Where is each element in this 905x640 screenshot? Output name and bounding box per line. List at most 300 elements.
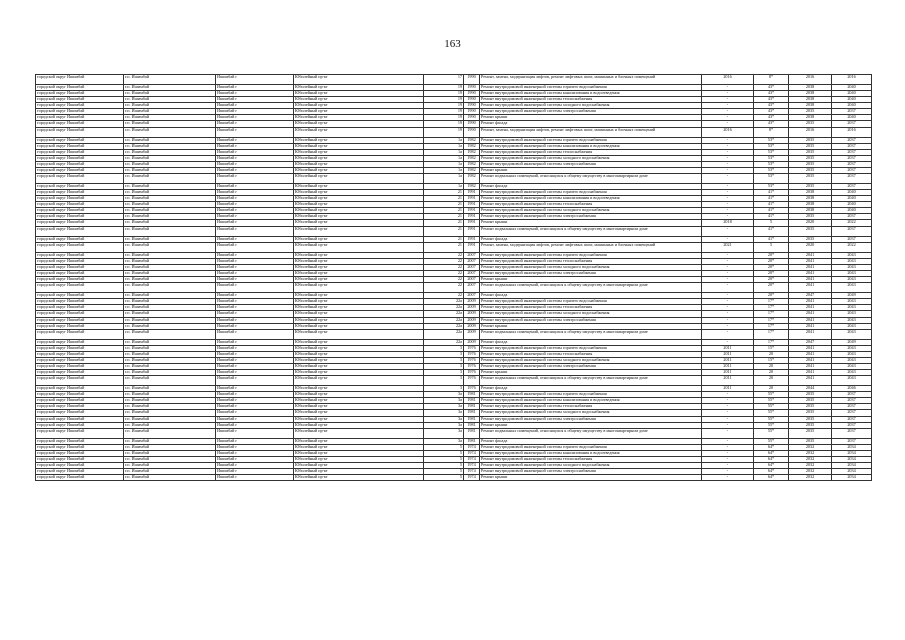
locality-cell: Ишимбай г	[216, 265, 294, 271]
last-repair-year-cell: -	[702, 410, 754, 416]
wear-cell: 5	[754, 220, 789, 226]
build-year-cell: 1990	[464, 91, 480, 97]
settlement-cell: г.п. Ишимбай	[124, 410, 216, 416]
plan-start-cell: 2041	[789, 370, 832, 376]
house-number-cell: 21	[424, 242, 464, 252]
house-number-cell: 22	[424, 252, 464, 258]
last-repair-year-cell: -	[702, 184, 754, 190]
plan-start-cell: 2041	[789, 345, 832, 351]
last-repair-year-cell: -	[702, 428, 754, 438]
wear-cell: 17*	[754, 317, 789, 323]
build-year-cell: 1974	[464, 450, 480, 456]
plan-end-cell: 2040	[832, 103, 872, 109]
wear-cell: 17*	[754, 305, 789, 311]
plan-end-cell: 2037	[832, 404, 872, 410]
work-type-cell: Ремонт внутридомовой инженерной системы канализования и водоотведения	[480, 196, 702, 202]
wear-cell: 55*	[754, 428, 789, 438]
house-number-cell: 22а	[424, 305, 464, 311]
build-year-cell: 1991	[464, 226, 480, 236]
municipality-cell: городской округ Ишимбай	[36, 103, 124, 109]
plan-start-cell: 2035	[789, 416, 832, 422]
locality-cell: Ишимбай г	[216, 293, 294, 299]
plan-end-cell: 2037	[832, 428, 872, 438]
work-type-cell: Ремонт крыши	[480, 115, 702, 121]
plan-end-cell: 2049	[832, 339, 872, 345]
work-type-cell: Ремонт внутридомовой инженерной системы теплоснабжения	[480, 456, 702, 462]
settlement-cell: г.п. Ишимбай	[124, 226, 216, 236]
wear-cell: 64*	[754, 450, 789, 456]
street-cell: Юбилейный пр-кт	[294, 345, 424, 351]
plan-start-cell: 2020	[789, 220, 832, 226]
street-cell: Юбилейный пр-кт	[294, 283, 424, 293]
build-year-cell: 2009	[464, 305, 480, 311]
wear-cell: 53*	[754, 161, 789, 167]
locality-cell: Ишимбай г	[216, 155, 294, 161]
municipality-cell: городской округ Ишимбай	[36, 438, 124, 444]
locality-cell: Ишимбай г	[216, 236, 294, 242]
locality-cell: Ишимбай г	[216, 173, 294, 183]
last-repair-year-cell: -	[702, 299, 754, 305]
wear-cell: 53*	[754, 143, 789, 149]
wear-cell: 53*	[754, 173, 789, 183]
house-number-cell: 21	[424, 220, 464, 226]
house-number-cell: 3а	[424, 422, 464, 428]
house-number-cell: 22	[424, 283, 464, 293]
wear-cell: 20	[754, 376, 789, 386]
build-year-cell: 1990	[464, 121, 480, 127]
house-number-cell: 5	[424, 456, 464, 462]
settlement-cell: г.п. Ишимбай	[124, 149, 216, 155]
locality-cell: Ишимбай г	[216, 283, 294, 293]
plan-start-cell: 2035	[789, 438, 832, 444]
house-number-cell: 3	[424, 386, 464, 392]
house-number-cell: 21	[424, 208, 464, 214]
house-number-cell: 3	[424, 370, 464, 376]
plan-end-cell: 2037	[832, 392, 872, 398]
locality-cell: Ишимбай г	[216, 376, 294, 386]
wear-cell: 55*	[754, 422, 789, 428]
house-number-cell: 22а	[424, 299, 464, 305]
last-repair-year-cell: -	[702, 469, 754, 475]
plan-end-cell: 2040	[832, 91, 872, 97]
work-type-cell: Ремонт внутридомовой инженерной системы холодного водоснабжения	[480, 357, 702, 363]
municipality-cell: городской округ Ишимбай	[36, 137, 124, 143]
plan-start-cell: 2032	[789, 462, 832, 468]
settlement-cell: г.п. Ишимбай	[124, 277, 216, 283]
street-cell: Юбилейный пр-кт	[294, 109, 424, 115]
work-type-cell: Ремонт внутридомовой инженерной системы горячего водоснабжения	[480, 190, 702, 196]
municipality-cell: городской округ Ишимбай	[36, 155, 124, 161]
locality-cell: Ишимбай г	[216, 392, 294, 398]
locality-cell: Ишимбай г	[216, 75, 294, 85]
locality-cell: Ишимбай г	[216, 220, 294, 226]
last-repair-year-cell: -	[702, 271, 754, 277]
wear-cell: 17*	[754, 323, 789, 329]
house-number-cell: 3а	[424, 416, 464, 422]
plan-start-cell: 2035	[789, 161, 832, 167]
settlement-cell: г.п. Ишимбай	[124, 190, 216, 196]
wear-cell: 20*	[754, 265, 789, 271]
plan-end-cell: 2034	[832, 462, 872, 468]
wear-cell: 43*	[754, 109, 789, 115]
last-repair-year-cell: 2011	[702, 357, 754, 363]
plan-start-cell: 2020	[789, 242, 832, 252]
last-repair-year-cell: -	[702, 339, 754, 345]
build-year-cell: 2009	[464, 299, 480, 305]
build-year-cell: 1981	[464, 392, 480, 398]
settlement-cell: г.п. Ишимбай	[124, 115, 216, 121]
last-repair-year-cell: 2021	[702, 242, 754, 252]
settlement-cell: г.п. Ишимбай	[124, 258, 216, 264]
plan-start-cell: 2041	[789, 329, 832, 339]
build-year-cell: 1981	[464, 410, 480, 416]
house-number-cell: 21	[424, 190, 464, 196]
last-repair-year-cell: 2011	[702, 376, 754, 386]
wear-cell: 53*	[754, 167, 789, 173]
locality-cell: Ишимбай г	[216, 277, 294, 283]
wear-cell: 55*	[754, 392, 789, 398]
plan-start-cell: 2035	[789, 236, 832, 242]
locality-cell: Ишимбай г	[216, 357, 294, 363]
work-type-cell: Ремонт крыши	[480, 422, 702, 428]
work-type-cell: Ремонт внутридомовой инженерной системы горячего водоснабжения	[480, 444, 702, 450]
locality-cell: Ишимбай г	[216, 386, 294, 392]
work-type-cell: Ремонт внутридомовой инженерной системы канализования и водоотведения	[480, 143, 702, 149]
plan-end-cell: 2037	[832, 173, 872, 183]
house-number-cell: 3	[424, 357, 464, 363]
municipality-cell: городской округ Ишимбай	[36, 323, 124, 329]
street-cell: Юбилейный пр-кт	[294, 190, 424, 196]
plan-end-cell: 2037	[832, 167, 872, 173]
settlement-cell: г.п. Ишимбай	[124, 293, 216, 299]
last-repair-year-cell: -	[702, 392, 754, 398]
municipality-cell: городской округ Ишимбай	[36, 196, 124, 202]
work-type-cell: Ремонт внутридомовой инженерной системы горячего водоснабжения	[480, 345, 702, 351]
plan-start-cell: 2041	[789, 252, 832, 258]
plan-start-cell: 2035	[789, 167, 832, 173]
plan-start-cell: 2041	[789, 351, 832, 357]
plan-start-cell: 2035	[789, 173, 832, 183]
wear-cell: 8*	[754, 75, 789, 85]
plan-end-cell: 2037	[832, 214, 872, 220]
municipality-cell: городской округ Ишимбай	[36, 109, 124, 115]
settlement-cell: г.п. Ишимбай	[124, 271, 216, 277]
build-year-cell: 1974	[464, 475, 480, 481]
last-repair-year-cell: -	[702, 190, 754, 196]
build-year-cell: 1976	[464, 357, 480, 363]
plan-start-cell: 2016	[789, 75, 832, 85]
table-row	[36, 475, 872, 481]
build-year-cell: 1981	[464, 398, 480, 404]
plan-start-cell: 2035	[789, 184, 832, 190]
wear-cell: 43*	[754, 97, 789, 103]
work-type-cell: Ремонт внутридомовой инженерной системы канализования и водоотведения	[480, 398, 702, 404]
plan-end-cell: 2043	[832, 370, 872, 376]
house-number-cell: 3а	[424, 404, 464, 410]
settlement-cell: г.п. Ишимбай	[124, 283, 216, 293]
plan-start-cell: 2035	[789, 226, 832, 236]
street-cell: Юбилейный пр-кт	[294, 422, 424, 428]
house-number-cell: 5	[424, 469, 464, 475]
locality-cell: Ишимбай г	[216, 115, 294, 121]
table-body	[36, 75, 872, 481]
plan-start-cell: 2038	[789, 202, 832, 208]
locality-cell: Ишимбай г	[216, 167, 294, 173]
work-type-cell: Ремонт, замена, модернизация лифтов, ремонт лифтовых шахт, машинных и блочных помещений	[480, 242, 702, 252]
street-cell: Юбилейный пр-кт	[294, 167, 424, 173]
locality-cell: Ишимбай г	[216, 242, 294, 252]
last-repair-year-cell: 2016	[702, 127, 754, 137]
municipality-cell: городской округ Ишимбай	[36, 351, 124, 357]
locality-cell: Ишимбай г	[216, 271, 294, 277]
street-cell: Юбилейный пр-кт	[294, 242, 424, 252]
last-repair-year-cell: -	[702, 422, 754, 428]
municipality-cell: городской округ Ишимбай	[36, 462, 124, 468]
build-year-cell: 1974	[464, 469, 480, 475]
plan-start-cell: 2047	[789, 293, 832, 299]
wear-cell: 55*	[754, 416, 789, 422]
street-cell: Юбилейный пр-кт	[294, 258, 424, 264]
settlement-cell: г.п. Ишимбай	[124, 202, 216, 208]
work-type-cell: Ремонт подвальных помещений, относящихся к общему имуществу в многоквартирном доме	[480, 226, 702, 236]
plan-end-cell: 2043	[832, 357, 872, 363]
build-year-cell: 2009	[464, 317, 480, 323]
street-cell: Юбилейный пр-кт	[294, 450, 424, 456]
street-cell: Юбилейный пр-кт	[294, 85, 424, 91]
municipality-cell: городской округ Ишимбай	[36, 299, 124, 305]
last-repair-year-cell: -	[702, 214, 754, 220]
locality-cell: Ишимбай г	[216, 345, 294, 351]
build-year-cell: 1976	[464, 386, 480, 392]
wear-cell: 43*	[754, 85, 789, 91]
street-cell: Юбилейный пр-кт	[294, 75, 424, 85]
street-cell: Юбилейный пр-кт	[294, 115, 424, 121]
locality-cell: Ишимбай г	[216, 456, 294, 462]
house-number-cell: 3а	[424, 392, 464, 398]
street-cell: Юбилейный пр-кт	[294, 305, 424, 311]
wear-cell: 41*	[754, 202, 789, 208]
build-year-cell: 1976	[464, 351, 480, 357]
street-cell: Юбилейный пр-кт	[294, 386, 424, 392]
plan-start-cell: 2035	[789, 137, 832, 143]
work-type-cell: Ремонт внутридомовой инженерной системы холодного водоснабжения	[480, 155, 702, 161]
locality-cell: Ишимбай г	[216, 475, 294, 481]
plan-start-cell: 2041	[789, 299, 832, 305]
wear-cell: 43*	[754, 91, 789, 97]
last-repair-year-cell: -	[702, 103, 754, 109]
plan-end-cell: 2037	[832, 236, 872, 242]
plan-end-cell: 2049	[832, 293, 872, 299]
house-number-cell: 21	[424, 226, 464, 236]
wear-cell: 55*	[754, 438, 789, 444]
work-type-cell: Ремонт подвальных помещений, относящихся к общему имуществу в многоквартирном доме	[480, 283, 702, 293]
work-type-cell: Ремонт внутридомовой инженерной системы теплоснабжения	[480, 149, 702, 155]
house-number-cell: 3а	[424, 438, 464, 444]
work-type-cell: Ремонт внутридомовой инженерной системы холодного водоснабжения	[480, 103, 702, 109]
work-type-cell: Ремонт крыши	[480, 323, 702, 329]
municipality-cell: городской округ Ишимбай	[36, 339, 124, 345]
locality-cell: Ишимбай г	[216, 214, 294, 220]
wear-cell: 41*	[754, 190, 789, 196]
plan-start-cell: 2035	[789, 404, 832, 410]
build-year-cell: 1976	[464, 364, 480, 370]
table-row	[36, 75, 872, 85]
work-type-cell: Ремонт фасада	[480, 293, 702, 299]
build-year-cell: 1981	[464, 404, 480, 410]
wear-cell: 20	[754, 364, 789, 370]
house-number-cell: 3	[424, 364, 464, 370]
house-number-cell: 1а	[424, 149, 464, 155]
wear-cell: 41*	[754, 236, 789, 242]
locality-cell: Ишимбай г	[216, 226, 294, 236]
municipality-cell: городской округ Ишимбай	[36, 456, 124, 462]
wear-cell: 15*	[754, 345, 789, 351]
plan-start-cell: 2044	[789, 386, 832, 392]
municipality-cell: городской округ Ишимбай	[36, 236, 124, 242]
plan-end-cell: 2043	[832, 311, 872, 317]
build-year-cell: 1981	[464, 438, 480, 444]
last-repair-year-cell: -	[702, 196, 754, 202]
municipality-cell: городской округ Ишимбай	[36, 311, 124, 317]
work-type-cell: Ремонт, замена, модернизация лифтов, ремонт лифтовых шахт, машинных и блочных помещений	[480, 127, 702, 137]
work-type-cell: Ремонт фасада	[480, 386, 702, 392]
street-cell: Юбилейный пр-кт	[294, 214, 424, 220]
house-number-cell: 1а	[424, 143, 464, 149]
locality-cell: Ишимбай г	[216, 462, 294, 468]
street-cell: Юбилейный пр-кт	[294, 462, 424, 468]
settlement-cell: г.п. Ишимбай	[124, 214, 216, 220]
municipality-cell: городской округ Ишимбай	[36, 357, 124, 363]
last-repair-year-cell: -	[702, 202, 754, 208]
wear-cell: 43*	[754, 121, 789, 127]
last-repair-year-cell: -	[702, 208, 754, 214]
work-type-cell: Ремонт внутридомовой инженерной системы холодного водоснабжения	[480, 208, 702, 214]
locality-cell: Ишимбай г	[216, 398, 294, 404]
wear-cell: 64*	[754, 475, 789, 481]
last-repair-year-cell: -	[702, 293, 754, 299]
settlement-cell: г.п. Ишимбай	[124, 357, 216, 363]
work-type-cell: Ремонт крыши	[480, 370, 702, 376]
page-number: 163	[444, 38, 461, 50]
locality-cell: Ишимбай г	[216, 339, 294, 345]
street-cell: Юбилейный пр-кт	[294, 121, 424, 127]
build-year-cell: 1991	[464, 202, 480, 208]
locality-cell: Ишимбай г	[216, 109, 294, 115]
house-number-cell: 21	[424, 196, 464, 202]
build-year-cell: 1974	[464, 456, 480, 462]
build-year-cell: 1974	[464, 444, 480, 450]
municipality-cell: городской округ Ишимбай	[36, 428, 124, 438]
work-type-cell: Ремонт подвальных помещений, относящихся к общему имуществу в многоквартирном доме	[480, 329, 702, 339]
municipality-cell: городской округ Ишимбай	[36, 242, 124, 252]
settlement-cell: г.п. Ишимбай	[124, 155, 216, 161]
wear-cell: 55*	[754, 398, 789, 404]
house-number-cell: 22а	[424, 323, 464, 329]
plan-end-cell: 2037	[832, 109, 872, 115]
street-cell: Юбилейный пр-кт	[294, 293, 424, 299]
street-cell: Юбилейный пр-кт	[294, 357, 424, 363]
house-number-cell: 3а	[424, 428, 464, 438]
plan-start-cell: 2038	[789, 97, 832, 103]
work-type-cell: Ремонт внутридомовой инженерной системы канализования и водоотведения	[480, 91, 702, 97]
locality-cell: Ишимбай г	[216, 364, 294, 370]
work-type-cell: Ремонт крыши	[480, 167, 702, 173]
plan-start-cell: 2035	[789, 214, 832, 220]
street-cell: Юбилейный пр-кт	[294, 444, 424, 450]
municipality-cell: городской округ Ишимбай	[36, 208, 124, 214]
municipality-cell: городской округ Ишимбай	[36, 283, 124, 293]
locality-cell: Ишимбай г	[216, 190, 294, 196]
work-type-cell: Ремонт внутридомовой инженерной системы канализования и водоотведения	[480, 450, 702, 456]
plan-end-cell: 2040	[832, 196, 872, 202]
settlement-cell: г.п. Ишимбай	[124, 416, 216, 422]
municipality-cell: городской округ Ишимбай	[36, 85, 124, 91]
build-year-cell: 2009	[464, 339, 480, 345]
plan-end-cell: 2037	[832, 410, 872, 416]
locality-cell: Ишимбай г	[216, 438, 294, 444]
municipality-cell: городской округ Ишимбай	[36, 91, 124, 97]
last-repair-year-cell: -	[702, 283, 754, 293]
build-year-cell: 1982	[464, 167, 480, 173]
plan-end-cell: 2043	[832, 329, 872, 339]
wear-cell: 20	[754, 351, 789, 357]
municipality-cell: городской округ Ишимбай	[36, 220, 124, 226]
municipality-cell: городской округ Ишимбай	[36, 277, 124, 283]
wear-cell: 20	[754, 370, 789, 376]
settlement-cell: г.п. Ишимбай	[124, 428, 216, 438]
build-year-cell: 1991	[464, 214, 480, 220]
build-year-cell: 1991	[464, 220, 480, 226]
wear-cell: 17*	[754, 299, 789, 305]
municipality-cell: городской округ Ишимбай	[36, 115, 124, 121]
build-year-cell: 2007	[464, 271, 480, 277]
plan-end-cell: 2016	[832, 75, 872, 85]
settlement-cell: г.п. Ишимбай	[124, 351, 216, 357]
municipality-cell: городской округ Ишимбай	[36, 386, 124, 392]
settlement-cell: г.п. Ишимбай	[124, 317, 216, 323]
settlement-cell: г.п. Ишимбай	[124, 143, 216, 149]
wear-cell: 17*	[754, 311, 789, 317]
plan-end-cell: 2037	[832, 149, 872, 155]
last-repair-year-cell: -	[702, 305, 754, 311]
municipality-cell: городской округ Ишимбай	[36, 143, 124, 149]
house-number-cell: 19	[424, 127, 464, 137]
last-repair-year-cell: -	[702, 416, 754, 422]
plan-start-cell: 2041	[789, 376, 832, 386]
plan-start-cell: 2041	[789, 364, 832, 370]
wear-cell: 55*	[754, 404, 789, 410]
settlement-cell: г.п. Ишимбай	[124, 167, 216, 173]
settlement-cell: г.п. Ишимбай	[124, 196, 216, 202]
last-repair-year-cell: -	[702, 311, 754, 317]
work-type-cell: Ремонт внутридомовой инженерной системы теплоснабжения	[480, 97, 702, 103]
municipality-cell: городской округ Ишимбай	[36, 161, 124, 167]
work-type-cell: Ремонт подвальных помещений, относящихся к общему имуществу в многоквартирном доме	[480, 173, 702, 183]
wear-cell: 15*	[754, 357, 789, 363]
plan-start-cell: 2035	[789, 155, 832, 161]
work-type-cell: Ремонт крыши	[480, 220, 702, 226]
street-cell: Юбилейный пр-кт	[294, 469, 424, 475]
plan-end-cell: 2037	[832, 398, 872, 404]
plan-end-cell: 2043	[832, 258, 872, 264]
work-type-cell: Ремонт внутридомовой инженерной системы электроснабжения	[480, 416, 702, 422]
build-year-cell: 2007	[464, 265, 480, 271]
plan-start-cell: 2032	[789, 456, 832, 462]
work-type-cell: Ремонт, замена, модернизация лифтов, ремонт лифтовых шахт, машинных и блочных помещений	[480, 75, 702, 85]
plan-start-cell: 2035	[789, 109, 832, 115]
build-year-cell: 1976	[464, 370, 480, 376]
plan-start-cell: 2047	[789, 339, 832, 345]
